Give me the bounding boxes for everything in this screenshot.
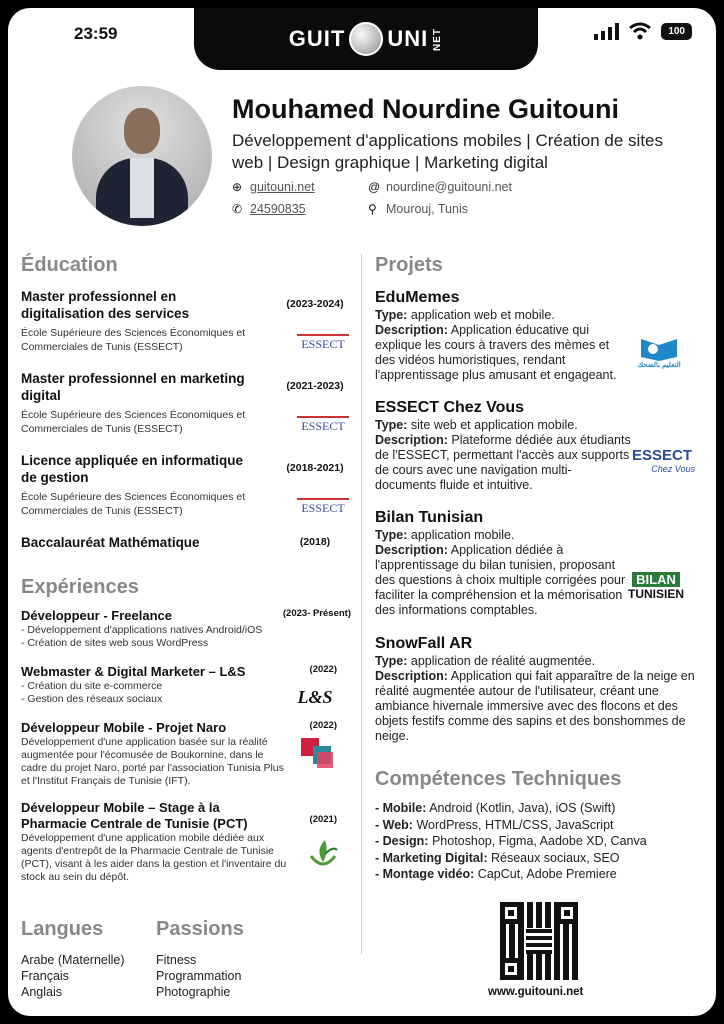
education-degree: Master professionnel en marketing digital bbox=[21, 371, 245, 403]
education-years: (2018-2021) bbox=[286, 462, 344, 474]
passions-title: Passions bbox=[156, 918, 244, 940]
location-text: Mourouj, Tunis bbox=[386, 202, 468, 216]
email-text[interactable]: nourdine@guitouni.net bbox=[386, 180, 512, 194]
qr-code[interactable] bbox=[500, 902, 578, 980]
language-item: Arabe (Maternelle) bbox=[21, 953, 125, 967]
education-years: (2021-2023) bbox=[286, 380, 344, 392]
essect-chez-vous-logo: ESSECT Chez Vous bbox=[631, 446, 695, 474]
education-school: École Supérieure des Sciences Économiques et Commerciales de Tunis (ESSECT) bbox=[21, 491, 246, 517]
essect-logo: ESSECT bbox=[297, 334, 349, 354]
brand-suffix: NET bbox=[432, 27, 444, 51]
project-title: ESSECT Chez Vous bbox=[375, 399, 525, 416]
education-degree: Master professionnel en digitalisation des services bbox=[21, 289, 190, 321]
experience-desc: - Création du site e-commerce - Gestion des réseaux sociaux bbox=[21, 680, 163, 705]
phone-icon: ✆ bbox=[232, 202, 243, 216]
skills-list bbox=[375, 800, 647, 883]
status-time: 23:59 bbox=[74, 24, 118, 43]
language-item: Français bbox=[21, 969, 69, 983]
experience-title: Développeur Mobile – Stage à la Pharmacie Centrale de Tunisie (PCT) bbox=[21, 800, 248, 831]
education-years: (2023-2024) bbox=[286, 298, 344, 310]
cv-tagline: Développement d'applications mobiles | Création de sites web | Design graphique | Marketing digital bbox=[232, 131, 664, 172]
contact-website[interactable] bbox=[232, 180, 368, 194]
education-item bbox=[21, 534, 351, 551]
location-pin-icon: ⚲ bbox=[368, 202, 377, 216]
experience-years: (2023- Présent) bbox=[282, 608, 351, 619]
brand-left: GUIT bbox=[288, 26, 346, 51]
bilan-tunisien-logo: BILAN TUNISIEN bbox=[627, 571, 684, 601]
education-item bbox=[21, 370, 351, 436]
experience-item bbox=[21, 664, 351, 706]
brand-right: UNI bbox=[387, 26, 429, 51]
column-divider bbox=[361, 254, 362, 954]
projects-title: Projets bbox=[375, 254, 443, 276]
project-type: Type: application web et mobile. bbox=[375, 308, 555, 322]
experience-desc: - Développement d'applications natives Android/iOS - Création de sites web sous WordPress bbox=[21, 624, 263, 649]
contact-email[interactable] bbox=[368, 180, 568, 194]
experience-title: Développeur - Freelance bbox=[21, 608, 172, 623]
footer-website[interactable]: www.guitouni.net bbox=[488, 986, 584, 998]
passion-item: Photographie bbox=[156, 985, 231, 999]
website-link[interactable]: guitouni.net bbox=[250, 180, 315, 194]
globe-icon: ⊕ bbox=[232, 180, 243, 194]
project-title: SnowFall AR bbox=[375, 635, 473, 652]
pct-logo bbox=[305, 836, 341, 872]
contact-phone[interactable] bbox=[232, 202, 368, 216]
project-title: EduMemes bbox=[375, 289, 460, 306]
experience-years: (2022) bbox=[309, 720, 337, 731]
project-type: Type: application de réalité augmentée. bbox=[375, 654, 596, 668]
project-item bbox=[375, 508, 695, 618]
education-years: (2018) bbox=[299, 536, 331, 548]
project-item bbox=[375, 288, 695, 383]
experience-item bbox=[21, 720, 351, 788]
education-title: Éducation bbox=[21, 254, 118, 276]
project-title: Bilan Tunisian bbox=[375, 509, 484, 526]
profile-photo bbox=[72, 86, 212, 226]
project-item bbox=[375, 634, 695, 744]
project-desc: Description: Application éducative qui explique les cours à travers des mèmes et des vidéos humoristiques, rendant l'apprentissage plus amusant et engageant. bbox=[375, 323, 617, 382]
experience-item bbox=[21, 800, 351, 884]
battery-icon: 100 bbox=[661, 23, 692, 40]
language-item: Anglais bbox=[21, 985, 62, 999]
signal-icon bbox=[594, 22, 619, 40]
moon-icon bbox=[349, 22, 383, 56]
skill-item: - Mobile: Android (Kotlin, Java), iOS (Swift) bbox=[375, 801, 616, 815]
passion-item: Programmation bbox=[156, 969, 242, 983]
phone-link[interactable]: 24590835 bbox=[250, 202, 306, 216]
essect-logo: ESSECT bbox=[297, 416, 349, 436]
education-school: École Supérieure des Sciences Économiques et Commerciales de Tunis (ESSECT) bbox=[21, 409, 246, 435]
skill-item: - Web: WordPress, HTML/CSS, JavaScript bbox=[375, 817, 614, 832]
notch-brand bbox=[194, 8, 538, 70]
project-desc: Description: Plateforme dédiée aux étudiants de l'ESSECT, permettant l'accès aux supports de cours avec une navigation multi-documents fluide et intuitive. bbox=[375, 433, 631, 492]
at-icon: @ bbox=[368, 180, 381, 194]
project-type: Type: application mobile. bbox=[375, 528, 515, 542]
project-desc: Description: Application dédiée à l'apprentissage du bilan tunisien, proposant des questions à choix multiple corrigées pour faciliter la compréhension et la mémorisation des informations comptables. bbox=[375, 543, 626, 617]
status-icons bbox=[594, 22, 692, 40]
experience-item bbox=[21, 608, 351, 650]
skill-item: - Montage vidéo: CapCut, Adobe Premiere bbox=[375, 867, 617, 881]
naro-logo bbox=[299, 736, 339, 772]
skill-item: - Marketing Digital: Réseaux sociaux, SEO bbox=[375, 850, 620, 865]
passions-list bbox=[156, 952, 241, 1000]
contact-location bbox=[368, 202, 568, 216]
passion-item: Fitness bbox=[156, 953, 197, 967]
languages-list bbox=[21, 952, 125, 1000]
cv-name: Mouhamed Nourdine Guitouni bbox=[232, 94, 619, 124]
education-item bbox=[21, 288, 351, 354]
experience-years: (2022) bbox=[309, 664, 337, 675]
essect-logo: ESSECT bbox=[297, 498, 349, 518]
project-item bbox=[375, 398, 695, 493]
experience-desc: Développement d'une application basée sur la réalité augmentée pour l'écomusée de Boukornine, dans le cadre du projet Naro, porté par l'association Tunisia Plus et l'Institut Français de Tunisie (IFT). bbox=[21, 736, 284, 787]
experiences-title: Expériences bbox=[21, 576, 139, 598]
skills-title: Compétences Techniques bbox=[375, 768, 622, 790]
experience-title: Développeur Mobile - Projet Naro bbox=[21, 720, 227, 735]
education-degree: Licence appliquée en informatique de gestion bbox=[21, 453, 244, 485]
ls-logo: L&S bbox=[297, 686, 333, 707]
project-desc: Description: Application qui fait apparaître de la neige en réalité augmentée autour de l'utilisateur, créant une ambiance hivernale immersive avec des flocons et des objets festifs comme des sapins et des bonshommes de neige. bbox=[375, 669, 695, 743]
experience-years: (2021) bbox=[309, 814, 337, 825]
education-item bbox=[21, 452, 351, 518]
brand-logo bbox=[289, 22, 443, 56]
experience-title: Webmaster & Digital Marketer – L&S bbox=[21, 664, 246, 679]
education-degree: Baccalauréat Mathématique bbox=[21, 535, 200, 550]
experience-desc: Développement d'une application mobile dédiée aux agents d'entrepôt de la Pharmacie Centrale de Tunisie (PCT), visant à les aider dans la gestion et l'inventaire du stock au sein du dépôt. bbox=[21, 832, 287, 883]
wifi-icon bbox=[629, 22, 651, 40]
education-school: École Supérieure des Sciences Économiques et Commerciales de Tunis (ESSECT) bbox=[21, 327, 246, 353]
skill-item: - Design: Photoshop, Figma, Aadobe XD, Canva bbox=[375, 834, 647, 848]
cv-screen bbox=[8, 8, 716, 1016]
edumemes-logo: التعليم بالضحك bbox=[633, 330, 685, 374]
languages-title: Langues bbox=[21, 918, 104, 940]
project-type: Type: site web et application mobile. bbox=[375, 418, 578, 432]
contact-info bbox=[232, 180, 568, 216]
